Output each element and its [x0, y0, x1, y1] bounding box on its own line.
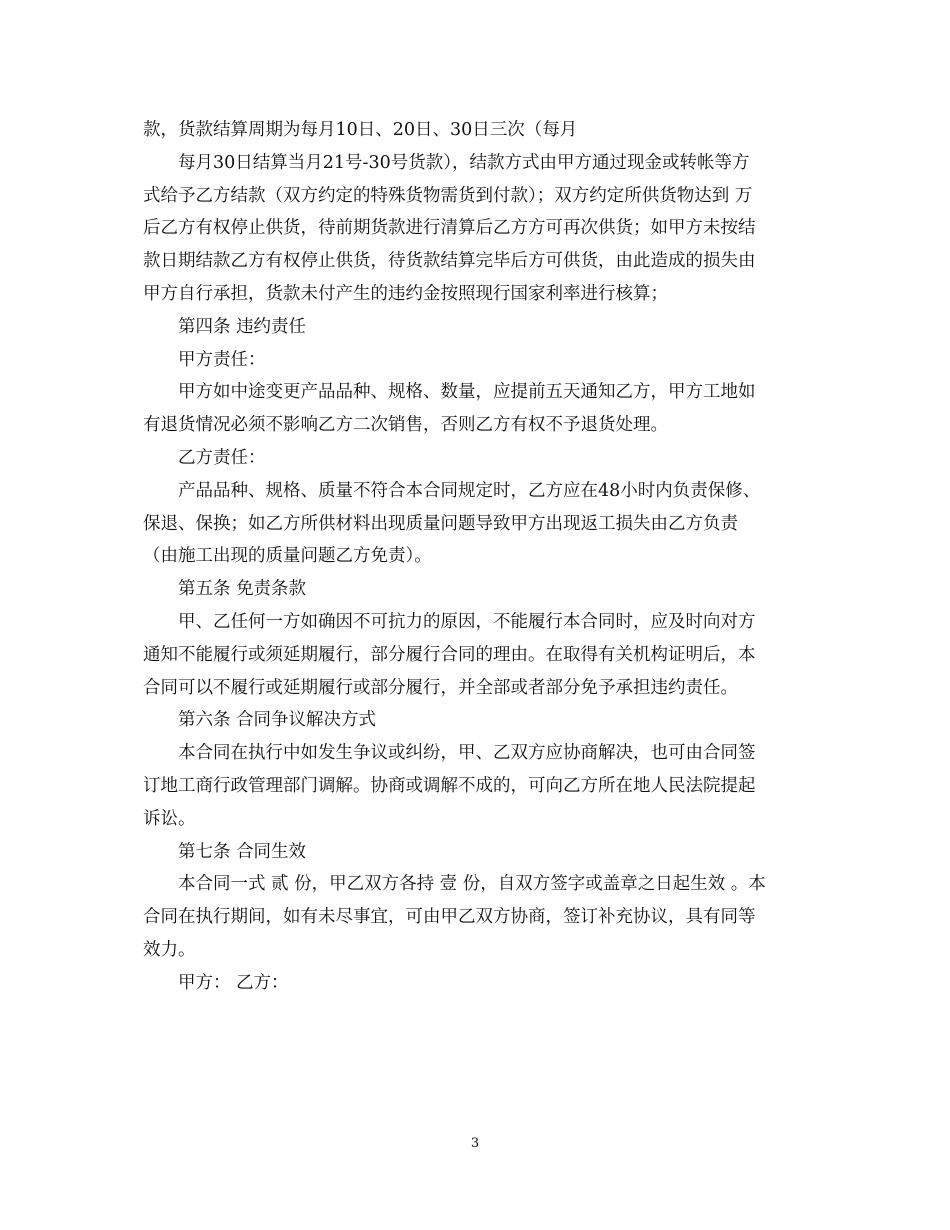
text-line: （由施工出现的质量问题乙方免责）。 — [143, 546, 432, 567]
text-line: 合同可以不履行或延期履行或部分履行，并全部或者部分免予承担违约责任。 — [143, 677, 738, 698]
text-line: 甲方自行承担，货款未付产生的违约金按照现行国家利率进行核算； — [143, 283, 668, 304]
section-heading-article-6: 第六条 合同争议解决方式 — [178, 710, 377, 731]
text-line: 每月30日结算当月21号-30号货款），结款方式由甲方通过现金或转帐等方 — [178, 152, 750, 173]
text-line: 后乙方有权停止供货，待前期货款进行清算后乙方方可再次供货；如甲方未按结 — [143, 218, 756, 239]
signature-line: 甲方： 乙方： — [178, 972, 289, 993]
text-line: 款，货款结算周期为每月10日、20日、30日三次（每月 — [143, 120, 578, 140]
subheading-party-a-liability: 甲方责任： — [178, 349, 266, 370]
subheading-party-b-liability: 乙方责任： — [178, 447, 266, 468]
text-line: 订地工商行政管理部门调解。协商或调解不成的，可向乙方所在地人民法院提起 — [143, 775, 756, 796]
text-line: 诉讼。 — [143, 808, 196, 829]
document-body — [143, 114, 813, 1000]
text-line: 效力。 — [143, 939, 196, 960]
text-line: 款日期结款乙方有权停止供货，待货款结算完毕后方可供货，由此造成的损失由 — [143, 251, 756, 272]
text-line: 有退货情况必须不影响乙方二次销售，否则乙方有权不予退货处理。 — [143, 415, 668, 436]
text-line: 本合同一式 贰 份，甲乙双方各持 壹 份，自双方签字或盖章之日起生效 。本 — [178, 874, 766, 895]
text-line: 保退、保换；如乙方所供材料出现质量问题导致甲方出现返工损失由乙方负责 — [143, 513, 738, 534]
text-line: 本合同在执行中如发生争议或纠纷，甲、乙双方应协商解决，也可由合同签 — [178, 743, 756, 764]
text-line: 式给予乙方结款（双方约定的特殊货物需货到付款）；双方约定所供货物达到 万 — [143, 185, 753, 206]
section-heading-article-4: 第四条 违约责任 — [178, 316, 307, 337]
text-line: 甲方如中途变更产品品种、规格、数量，应提前五天通知乙方，甲方工地如 — [178, 382, 756, 403]
text-line: 通知不能履行或须延期履行，部分履行合同的理由。在取得有关机构证明后，本 — [143, 644, 756, 665]
text-line: 甲、乙任何一方如确因不可抗力的原因，不能履行本合同时，应及时向对方 — [178, 611, 756, 632]
page-number: 3 — [470, 1136, 480, 1151]
section-heading-article-7: 第七条 合同生效 — [178, 841, 307, 862]
section-heading-article-5: 第五条 免责条款 — [178, 579, 307, 600]
text-line: 产品品种、规格、质量不符合本合同规定时，乙方应在48小时内负责保修、 — [178, 480, 761, 501]
text-line: 合同在执行期间，如有未尽事宜，可由甲乙双方协商，签订补充协议，具有同等 — [143, 907, 756, 928]
